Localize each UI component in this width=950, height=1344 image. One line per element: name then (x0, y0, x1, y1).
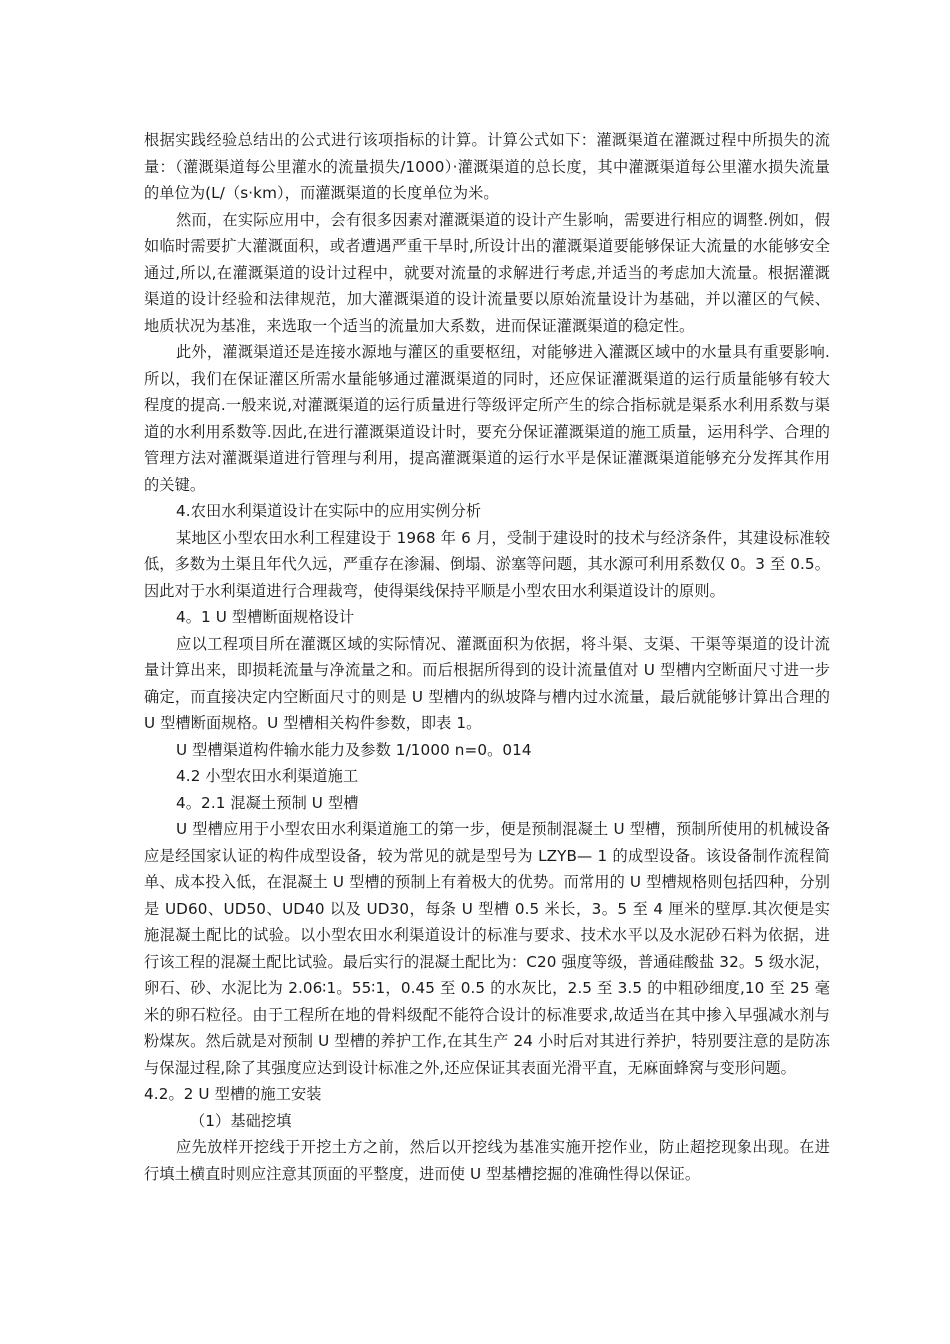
heading-section-4-2-1: 4。2.1 混凝土预制 U 型槽 (176, 793, 359, 812)
heading-section-4-1: 4。1 U 型槽断面规格设计 (176, 608, 355, 626)
heading-foundation-excavation: （1）基础挖填 (190, 1111, 292, 1130)
paragraph-precast-concrete: U 型槽应用于小型农田水利渠道施工的第一步，便是预制混凝土 U 型槽，预制所使用的机械设备应是经国家认证的构件成型设备，较为常见的就是型号为 LZYB— 1 的成型设备。该设备制作流程简单、成本投入低，在混凝土 U 型槽的预制上有着极大的优势。而常用的 U 型槽规格则包括四种，分别是 UD60、UD50、UD40 以及 UD30，每条 U 型槽 0.5 米长，3。5 至 4 厘米的壁厚.其次便是实施混凝土配比的试验。以小型农田水利渠道设计的标准与要求、技术水平以及水泥砂石料为依据，进行该工程的混凝土配比试验。最后实行的混凝土配比为：C20 强度等级，普通硅酸盐 32。5 级水泥，卵石、砂、水泥比为 2.06∶1。55∶1，0.45 至 0.5 的水灰比，2.5 至 3.5 的中粗砂细度,10 至 25 毫米的卵石粒径。由于工程所在地的骨料级配不能符合设计的标准要求,故适当在其中掺入早强减水剂与粉煤灰。然后就是对预制 U 型槽的养护工作,在其生产 24 小时后对其进行养护，特别要注意的是防冻与保湿过程,除了其强度应达到设计标准之外,还应保证其表面光滑平直，无麻面蜂窝与变形问题。 (144, 820, 830, 1077)
paragraph-operation-quality: 此外，灌溉渠道还是连接水源地与灌区的重要枢纽，对能够进入灌溉区域中的水量具有重要影响.所以，我们在保证灌区所需水量能够通过灌溉渠道的同时，还应保证灌溉渠道的运行质量能够有较大程度的提高.一般来说,对灌溉渠道的运行质量进行等级评定所产生的综合指标就是渠系水利用系数与渠道的水利用系数等.因此,在进行灌溉渠道设计时，要充分保证灌溉渠道的施工质量，运用科学、合理的管理方法对灌溉渠道进行管理与利用，提高灌溉渠道的运行水平是保证灌溉渠道能够充分发挥其作用的关键。 (144, 343, 830, 494)
table-caption: U 型槽渠道构件输水能力及参数 1/1000 n=0。014 (176, 740, 532, 759)
document-body (144, 127, 830, 1187)
heading-section-4-2-2: 4.2。2 U 型槽的施工安装 (144, 1085, 322, 1103)
paragraph-design-adjustment: 然而，在实际应用中，会有很多因素对灌溉渠道的设计产生影响，需要进行相应的调整.例如，假如临时需要扩大灌溉面积，或者遭遇严重干旱时,所设计出的灌溉渠道要能够保证大流量的水能够安全通过,所以,在灌溉渠道的设计过程中，就要对流量的求解进行考虑,并适当的考虑加大流量。根据灌溉渠道的设计经验和法律规范，加大灌溉渠道的设计流量要以原始流量设计为基础，并以灌区的气候、地质状况为基准，来选取一个适当的流量加大系数，进而保证灌溉渠道的稳定性。 (144, 210, 830, 335)
heading-section-4-2: 4.2 小型农田水利渠道施工 (176, 767, 359, 785)
heading-section-4: 4.农田水利渠道设计在实际中的应用实例分析 (176, 502, 482, 520)
paragraph-case-background: 某地区小型农田水利工程建设于 1968 年 6 月，受制于建设时的技术与经济条件，其建设标准较低，多数为土渠且年代久远，严重存在渗漏、倒塌、淤塞等问题，其水源可利用系数仅 0。3 至 0.5。因此对于水利渠道进行合理裁弯，使得渠线保持平顺是小型农田水利渠道设计的原则。 (144, 528, 830, 600)
paragraph-excavation: 应先放样开挖线于开挖土方之前，然后以开挖线为基准实施开挖作业，防止超挖现象出现。在进行填土横直时则应注意其顶面的平整度，进而使 U 型基槽挖掘的准确性得以保证。 (144, 1138, 830, 1183)
paragraph-u-trough-design: 应以工程项目所在灌溉区域的实际情况、灌溉面积为依据，将斗渠、支渠、干渠等渠道的设计流量计算出来，即损耗流量与净流量之和。而后根据所得到的设计流量值对 U 型槽内空断面尺寸进一步确定，而直接决定内空断面尺寸的则是 U 型槽内的纵坡降与槽内过水流量，最后就能够计算出合理的 U 型槽断面规格。U 型槽相关构件参数，即表 1。 (144, 634, 830, 732)
paragraph-formula-intro: 根据实践经验总结出的公式进行该项指标的计算。计算公式如下：灌溉渠道在灌溉过程中所损失的流量：（灌溉渠道每公里灌水的流量损失/1000）·灌溉渠道的总长度，其中灌溉渠道每公里灌水损失流量的单位为(L/（s·km），而灌溉渠道的长度单位为米。 (144, 131, 830, 202)
